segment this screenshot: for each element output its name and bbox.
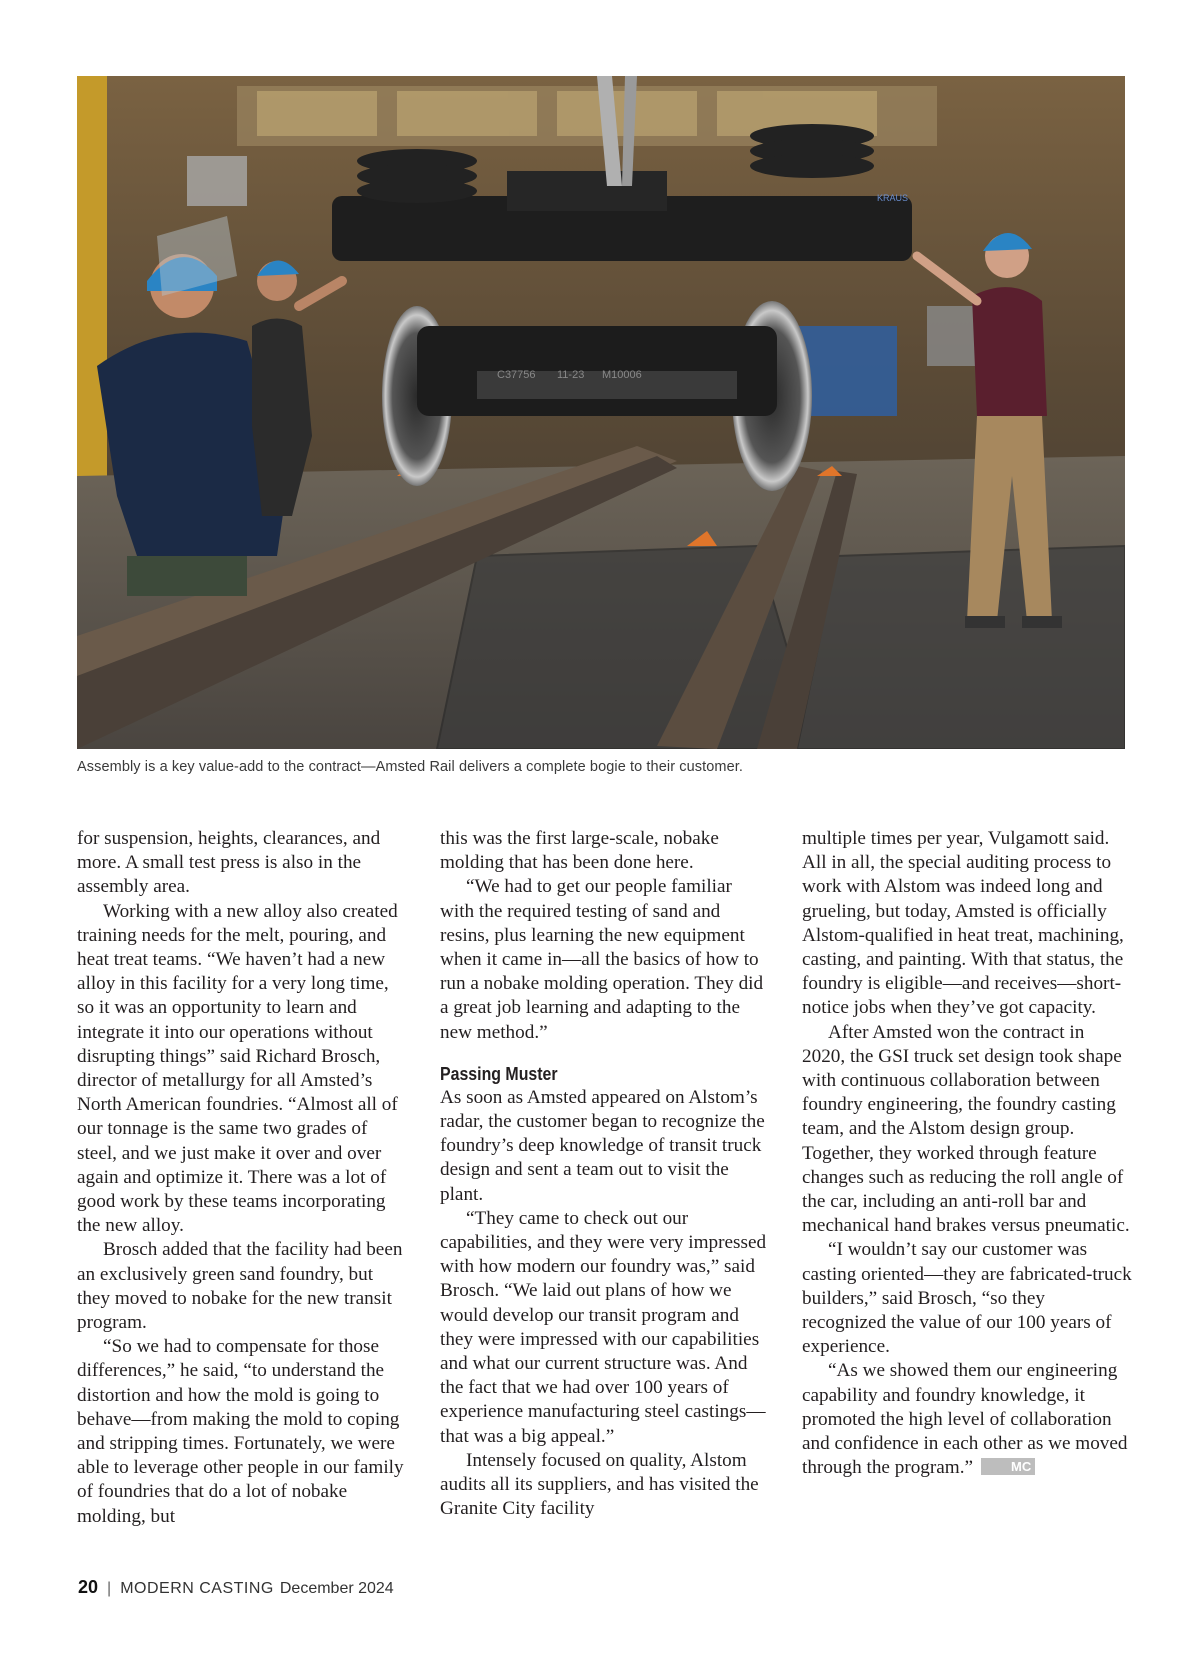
issue-date: December 2024 — [279, 1580, 394, 1597]
photo-illustration — [77, 76, 1125, 749]
page-footer — [78, 1577, 394, 1598]
paragraph-text: “As we showed them our engineering capability and foundry knowledge, it promoted the high level of collaboration and confidence in each other as we moved through the program.” — [802, 1360, 1128, 1479]
paragraph: Working with a new alloy also created training needs for the melt, pouring, and heat treat teams. “We haven’t had a new alloy in this facility for a very long time, so it was an opportunity to learn and integrate it into our operations without disrupting things” said Richard Brosch, director of metallurgy for all Amsted’s North American foundries. “Almost all of our tonnage is the same two grades of steel, and we just make it over and over again and optimize it. There was a lot of good work by these teams incorporating the new alloy. — [77, 900, 398, 1237]
paragraph: “I wouldn’t say our customer was casting oriented—they are fabricated-truck builders,” said Brosch, “so they recognized the value of our 100 years of experience. — [802, 1239, 1132, 1358]
section-subhead: Passing Muster — [440, 1062, 558, 1084]
casting-marking-1: C37756 — [497, 369, 536, 381]
paragraph: “They came to check out our capabilities, and they were very impressed with how modern our foundry was,” said Brosch. “We laid out plans of how we would develop our transit program and they were impressed with our capabilities and what our current structure was. And the fact that we had over 100 years of experience manufacturing steel castings—that was a big appeal.” — [440, 1207, 767, 1447]
casting-marking-3: M10006 — [602, 369, 642, 381]
paragraph: multiple times per year, Vulgamott said. All in all, the special auditing process to work with Alstom was indeed long and grueling, but today, Amsted is officially Alstom-qualified in heat treat, machining, casting, and painting. With that status, the foundry is eligible—and receives—short-notice jobs when they’ve got capacity. — [802, 828, 1124, 1019]
frame-label: KRAUS — [877, 193, 909, 203]
article-column-3 — [802, 827, 1132, 1480]
page-number: 20 — [78, 1577, 99, 1597]
paragraph: After Amsted won the contract in 2020, the GSI truck set design took shape with continuous collaboration between foundry engineering, the foundry casting team, and the Alstom design group. Together, they worked through feature changes such as reducing the roll angle of the car, including an anti-roll bar and mechanical hand brakes versus pneumatic. — [802, 1021, 1130, 1237]
photo-caption: Assembly is a key value-add to the contract—Amsted Rail delivers a complete bogie to their customer. — [77, 759, 744, 775]
publication-name: MODERN CASTING — [120, 1580, 274, 1597]
paragraph-last — [802, 1359, 1132, 1480]
paragraph: Intensely focused on quality, Alstom audits all its suppliers, and has visited the Granite City facility — [440, 1449, 759, 1520]
footer-separator: | — [107, 1580, 112, 1597]
paragraph: “We had to get our people familiar with the required testing of sand and resins, plus learning the new equipment when it came in—all the basics of how to run a nobake molding operation. They did a great job learning and adapting to the new method.” — [440, 876, 764, 1043]
article-column-2 — [440, 827, 770, 1521]
paragraph: “So we had to compensate for those differences,” he said, “to understand the distortion and how the mold is going to behave—from making the mold to coping and stripping times. Fortunately, we were able to leverage other people in our family of foundries that do a lot of nobake molding, but — [77, 1336, 404, 1527]
article-column-1 — [77, 827, 407, 1529]
paragraph: As soon as Amsted appeared on Alstom’s radar, the customer began to recognize the foundry’s deep knowledge of transit truck design and sent a team out to visit the plant. — [440, 1086, 765, 1205]
paragraph: Brosch added that the facility had been an exclusively green sand foundry, but they moved to nobake for the new transit program. — [77, 1239, 403, 1334]
casting-marking-2: 11-23 — [557, 369, 585, 381]
paragraph: for suspension, heights, clearances, and more. A small test press is also in the assembly area. — [77, 828, 381, 898]
end-mark-icon: MC — [981, 1458, 1035, 1475]
bogie-assembly-photo — [77, 76, 1125, 749]
paragraph: this was the first large-scale, nobake molding that has been done here. — [440, 828, 719, 874]
